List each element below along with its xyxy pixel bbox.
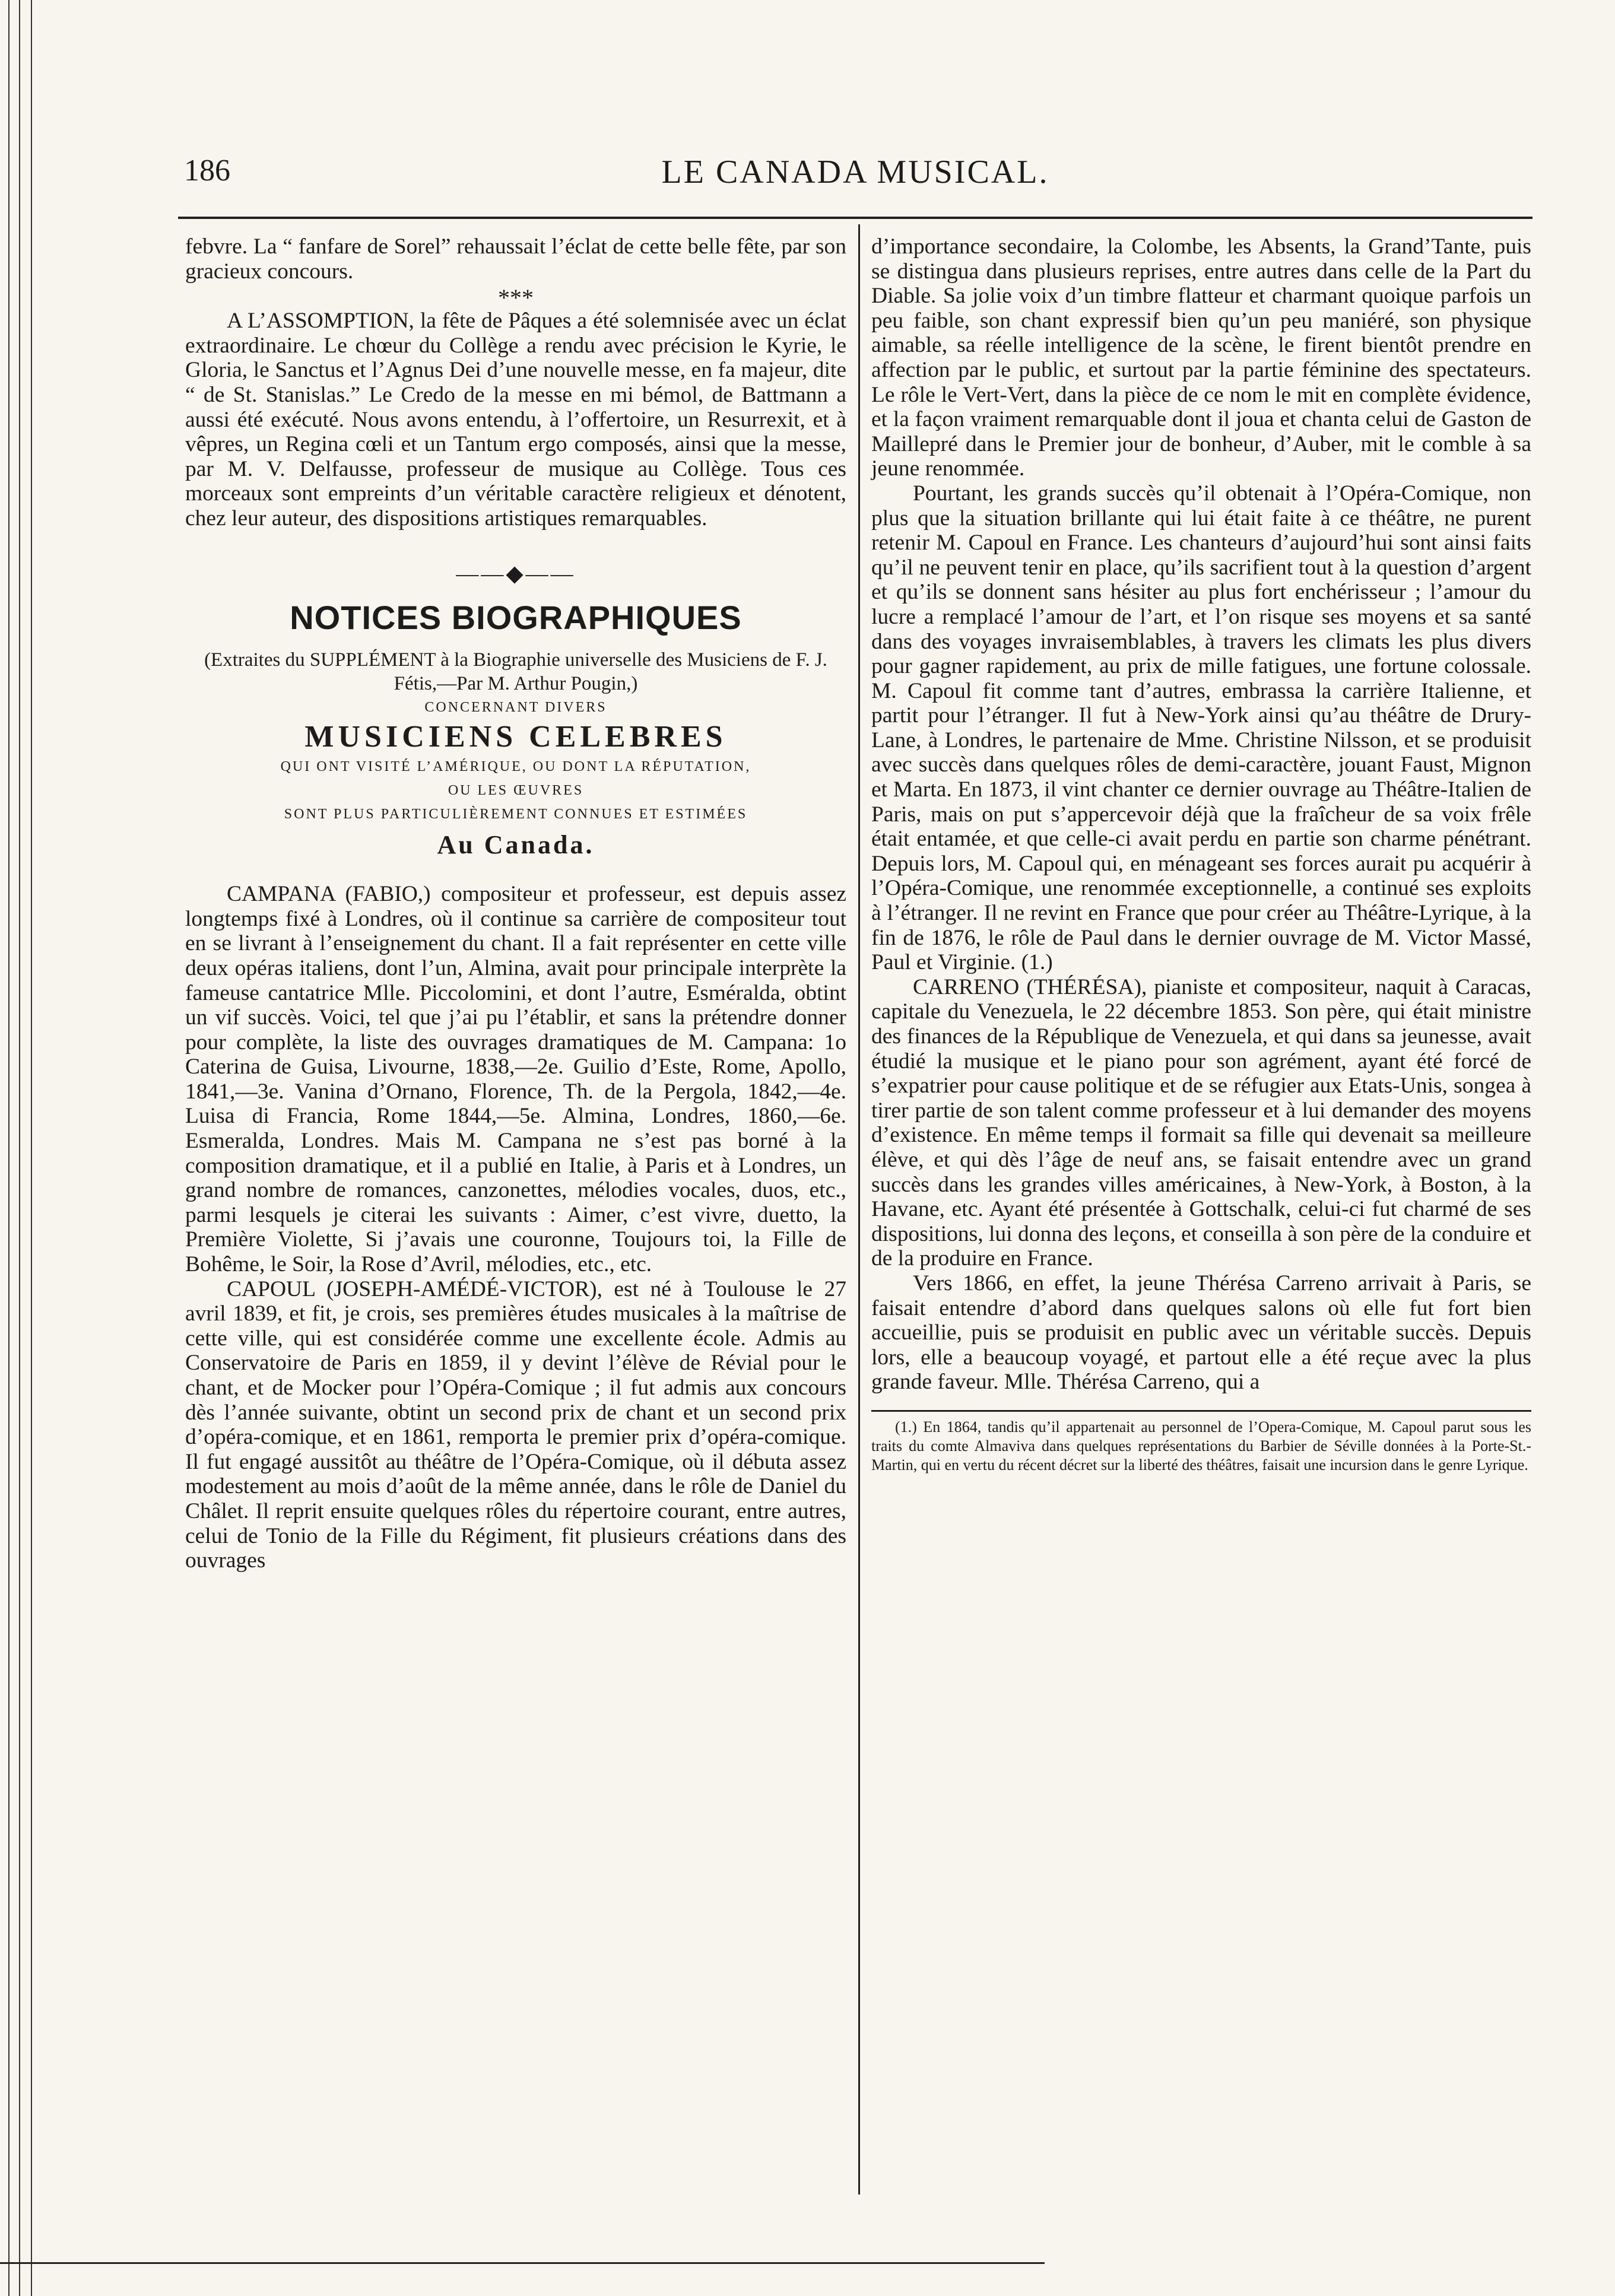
paragraph-assomption: A L’ASSOMPTION, la fête de Pâques a été solemnisée avec un éclat extraordinaire. Le chœur du Collège a rendu avec précision le Kyrie, le Gloria, le Sanctus et l’Agnus Dei d’une nouvelle messe, en fa majeur, dite “ de St. Stanislas.” Le Credo de la messe en mi bémol, de Battmann a aussi été exécuté. Nous avons entendu, à l’offertoire, un Resurrexit, et à vêpres, un Regina cœli et un Tantum ergo composés, ainsi que la messe, par M. V. Delfausse, professeur de musique au Collège. Tous ces morceaux sont empreints d’un véritable caractère religieux et dénotent, chez leur auteur, des dispositions artistiques remarquables.: [185, 309, 846, 531]
journal-title: LE CANADA MUSICAL.: [661, 154, 1049, 190]
right-column: [871, 234, 1531, 1475]
paragraph-carreno: CARRENO (THÉRÉSA), pianiste et compositeur, naquit à Caracas, capitale du Venezuela, le 22 décembre 1853. Son père, qui était ministre des finances de la République de Venezuela, et qui dans sa jeunesse, avait étudié la musique et le piano pour son agrément, ayant été forcé de s’expatrier pour cause politique et de se réfugier aux Etats-Unis, songea à tirer partie de son talent comme professeur et à lui demander des moyens d’existence. En même temps il formait sa fille qui devenait sa meilleure élève, et qui dès l’âge de neuf ans, se faisait entendre avec un grand succès dans les grandes villes américaines, à New-York, à Boston, à la Havane, etc. Ayant été présentée à Gottschalk, celui-ci fut charmé de ses dispositions, lui donna des leçons, et conseilla à son père de la conduire et de la produire en France.: [871, 974, 1531, 1271]
footnote-text: (1.) En 1864, tandis qu’il appartenait au personnel de l’Opera-Comique, M. Capoul parut sous les traits du comte Almaviva dans quelques représentations du Barbier de Séville données à la Porte-St.-Martin, qui en vertu du récent décret sur la liberté des théâtres, faisait une incursion dans le genre Lyrique.: [871, 1418, 1531, 1473]
ou-les-line: OU LES ŒUVRES: [448, 783, 584, 799]
section-heading: NOTICES BIOGRAPHIQUES: [290, 599, 742, 637]
paragraph-fete-end: febvre. La “ fanfare de Sorel” rehaussait l’éclat de cette belle fête, par son gracieux concours.: [185, 234, 846, 284]
left-column: [185, 234, 846, 1573]
ornament-divider: ——◆——: [456, 561, 576, 586]
header-rule: [178, 217, 1532, 219]
page-header: [178, 153, 1532, 207]
bottom-rule: [0, 2262, 1045, 2264]
musiciens-heading: MUSICIENS CELEBRES: [304, 720, 727, 754]
paragraph-vers-1866: Vers 1866, en effet, la jeune Thérésa Carreno arrivait à Paris, se faisait entendre d’abord dans quelques salons où elle fut fort bien accueillie, puis se produisit en public avec un véritable succès. Depuis lors, elle a beaucoup voyagé, et partout elle a été reçue avec la plus grande faveur. Mlle. Thérésa Carreno, qui a: [871, 1271, 1531, 1395]
extraites-note: (Extraites du SUPPLÉMENT à la Biographie universelle des Musiciens de F. J. Fétis,—Par M. Arthur Pougin,): [204, 649, 827, 695]
section-separator-stars: ***: [498, 284, 534, 312]
binding-line: [8, 0, 9, 2296]
qui-ont-line: QUI ONT VISITÉ L’AMÉRIQUE, OU DONT LA RÉPUTATION,: [280, 759, 751, 775]
paragraph-campana: CAMPANA (FABIO,) compositeur et professeur, est depuis assez longtemps fixé à Londres, où il continue sa carrière de compositeur tout en se livrant à l’enseignement du chant. Il a fait représenter en cette ville deux opéras italiens, dont l’un, Almina, avait pour principale interprète la fameuse cantatrice Mlle. Piccolomini, et dont l’autre, Esméralda, obtint un vif succès. Voici, tel que j’ai pu l’établir, et sans la prétendre donner pour complète, la liste des ouvrages dramatiques de M. Campana: 1o Caterina de Guisa, Livourne, 1838,—2e. Guilio d’Este, Rome, Apollo, 1841,—3e. Vanina d’Ornano, Florence, Th. de la Pergola, 1842,—4e. Luisa di Francia, Rome 1844,—5e. Almina, Londres, 1860,—6e. Esmeralda, Londres. Mais M. Campana ne s’est pas borné à la composition dramatique, et il a publié en Italie, à Paris et à Londres, un grand nombre de romances, canzonettes, mélodies vocales, duos, etc., parmi lesquels je citerai les suivants : Aimer, c’est vivre, duetto, la Première Violette, Si j’avais une couronne, Toujours toi, la Fille de Bohême, le Soir, la Rose d’Avril, mélodies, etc., etc.: [185, 882, 846, 1277]
footnote: [871, 1410, 1531, 1475]
au-canada-heading: Au Canada.: [437, 830, 595, 860]
page-number: 186: [184, 154, 230, 188]
concernant-line: CONCERNANT DIVERS: [424, 700, 607, 716]
column-divider: [858, 224, 860, 2195]
paragraph-capoul-continued: d’importance secondaire, la Colombe, les Absents, la Grand’Tante, puis se distingua dans plusieurs reprises, entre autres dans celle de la Part du Diable. Sa jolie voix d’un timbre flatteur et charmant quoique parfois un peu faible, son chant expressif bien qu’un peu maniéré, son physique aimable, sa réelle intelligence de la scène, le firent bientôt prendre en affection par le public, et surtout par la partie féminine des spectateurs. Le rôle le Vert-Vert, dans la pièce de ce nom le mit en complète évidence, et la façon vraiment remarquable dont il joua et chanta celui de Gaston de Maillepré dans le Premier jour de bonheur, d’Auber, mit le comble à sa jeune renommée.: [871, 234, 1531, 481]
binding-line: [19, 0, 20, 2296]
paragraph-capoul: CAPOUL (JOSEPH-AMÉDÉ-VICTOR), est né à Toulouse le 27 avril 1839, et fit, je crois, ses premières études musicales à la maîtrise de cette ville, qui est considérée comme une excellente école. Admis au Conservatoire de Paris en 1859, il y devint l’élève de Révial pour le chant, et de Mocker pour l’Opéra-Comique ; il fut admis aux concours dès l’année suivante, obtint un second prix de chant et un second prix d’opéra-comique, et en 1861, remporta le premier prix d’opéra-comique. Il fut engagé aussitôt au théâtre de l’Opéra-Comique, où il débuta assez modestement au mois d’août de la même année, dans le rôle de Daniel du Châlet. Il reprit ensuite quelques rôles du répertoire courant, entre autres, celui de Tonio de la Fille du Régiment, fit plusieurs créations dans des ouvrages: [185, 1276, 846, 1573]
sont-plus-line: SONT PLUS PARTICULIÈREMENT CONNUES ET ESTIMÉES: [284, 806, 748, 823]
binding-line: [31, 0, 32, 2296]
paragraph-pourtant: Pourtant, les grands succès qu’il obtenait à l’Opéra-Comique, non plus que la situation brillante qui lui était faite à ce théâtre, ne purent retenir M. Capoul en France. Les chanteurs d’aujourd’hui sont ainsi faits qu’il ne peuvent tenir en place, qu’ils sacrifient tout à la question d’argent et qu’ils se donnent sans hésiter au plus fort enchérisseur ; l’amour du lucre a remplacé l’amour de l’art, et l’on risque ses moyens et sa santé dans des voyages invraisemblables, à travers les climats les plus divers pour gagner rapidement, au prix de mille fatigues, une fortune colossale. M. Capoul fit comme tant d’autres, embrassa la carrière Italienne, et partit pour l’étranger. Il fut à New-York ainsi qu’au théâtre de Drury-Lane, à Londres, le partenaire de Mme. Christine Nilsson, et se produisit avec succès dans quelques rôles de demi-caractère, jouant Faust, Mignon et Marta. En 1873, il vint chanter ce dernier ouvrage au Théâtre-Italien de Paris, mais on put s’appercevoir déjà que la fraîcheur de sa voix frêle était entamée, et que celle-ci avait perdu en partie son charme pénétrant. Depuis lors, M. Capoul qui, en ménageant ses forces aurait pu acquérir à l’Opéra-Comique, une renommée exceptionnelle, a continué ses exploits à l’étranger. Il ne revint en France que pour créer au Théâtre-Lyrique, à la fin de 1876, le rôle de Paul dans le dernier ouvrage de M. Victor Massé, Paul et Virginie. (1.): [871, 481, 1531, 975]
